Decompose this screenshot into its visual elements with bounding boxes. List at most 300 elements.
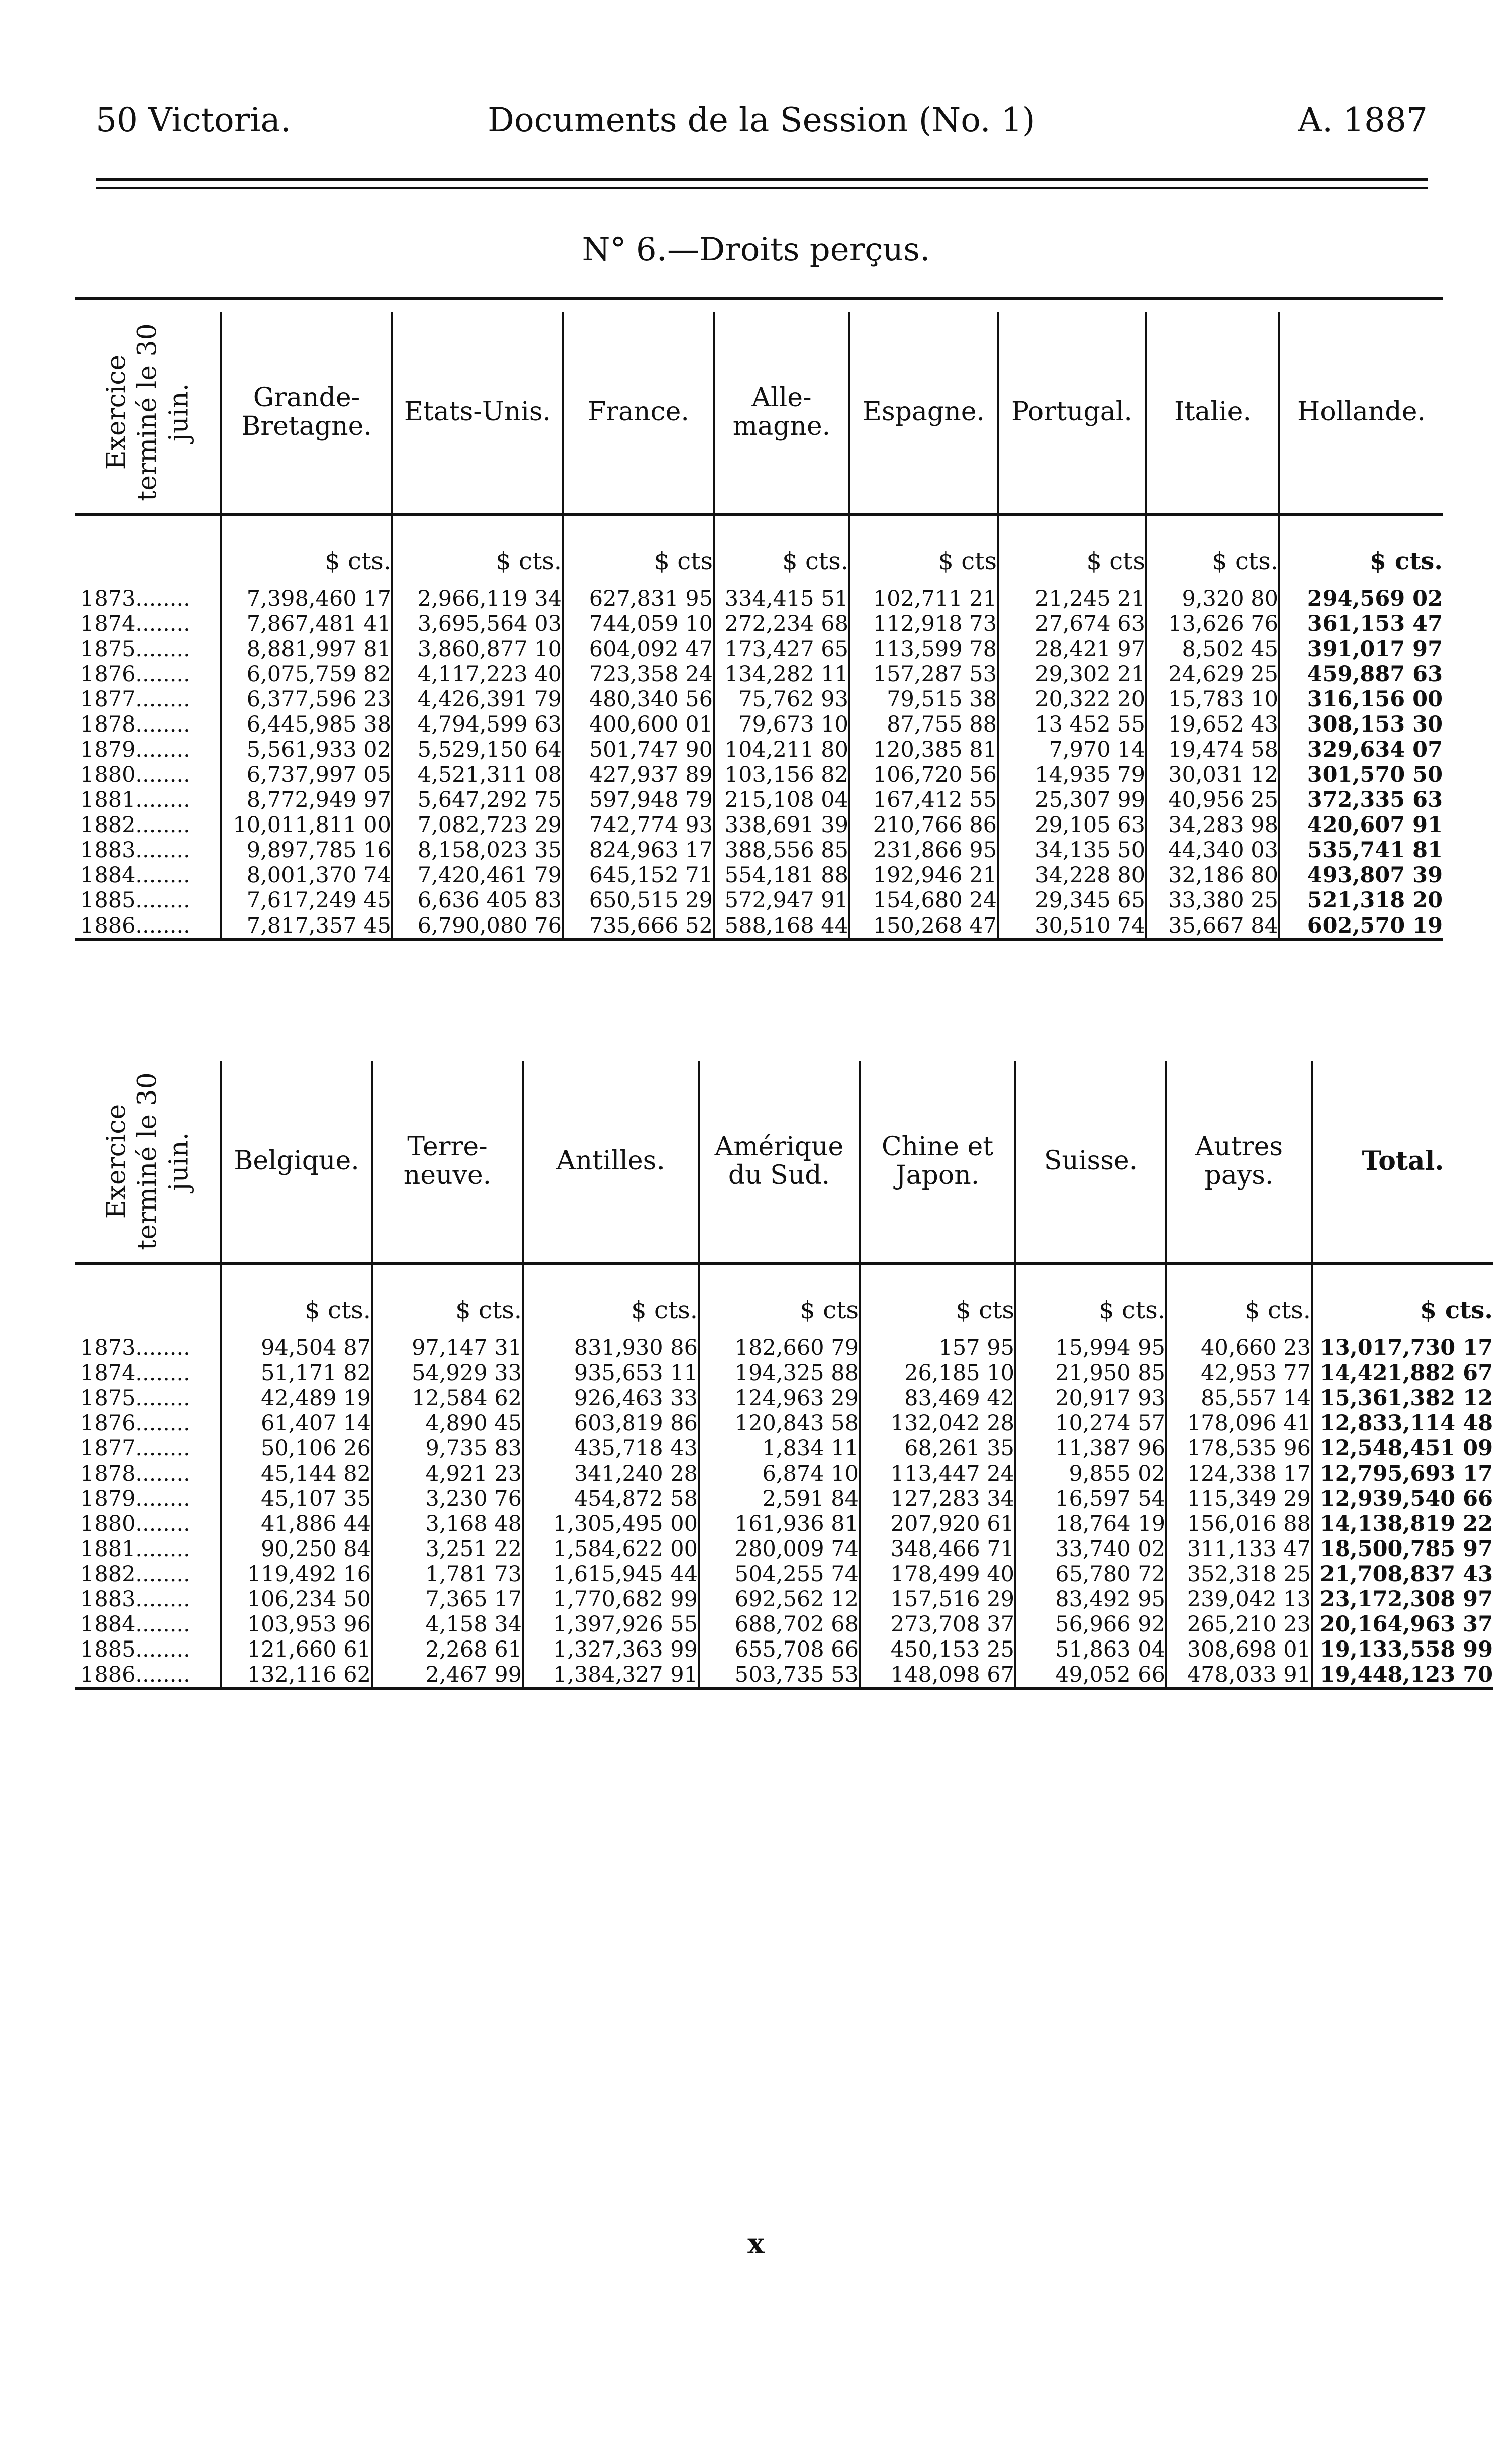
value-cell: 388,556 85 — [714, 838, 849, 863]
value-cell: 94,504 87 — [221, 1335, 372, 1360]
value-cell: 6,075,759 82 — [221, 662, 392, 687]
year-cell: 1873........ — [80, 586, 191, 611]
value-cell: 3,251 22 — [372, 1536, 523, 1562]
value-cell: 10,011,811 00 — [221, 812, 392, 838]
value-cell: 14,421,882 67 — [1312, 1360, 1493, 1386]
table-row — [75, 1360, 1493, 1386]
value-cell: 8,881,997 81 — [221, 636, 392, 662]
value-cell: 521,318 20 — [1279, 888, 1443, 913]
year-cell: 1879........ — [80, 1486, 191, 1511]
value-cell: 338,691 39 — [714, 812, 849, 838]
year-cell: 1884........ — [80, 1612, 191, 1637]
table-row — [75, 888, 1443, 913]
value-cell: 85,557 14 — [1166, 1386, 1312, 1411]
year-column-header: Exercice terminé le 30 juin. — [101, 323, 195, 501]
value-cell: 4,117,223 40 — [392, 662, 563, 687]
header-rule-thick — [96, 178, 1428, 181]
value-cell: 3,168 48 — [372, 1511, 523, 1536]
value-cell: 9,735 83 — [372, 1436, 523, 1461]
value-cell: 51,171 82 — [221, 1360, 372, 1386]
value-cell: 361,153 47 — [1279, 611, 1443, 636]
value-cell: 7,817,357 45 — [221, 913, 392, 940]
value-cell: 13,626 76 — [1146, 611, 1279, 636]
value-cell: 45,144 82 — [221, 1461, 372, 1486]
value-cell: 178,499 40 — [860, 1562, 1015, 1587]
value-cell: 19,448,123 70 — [1312, 1662, 1493, 1689]
value-cell: 28,421 97 — [998, 636, 1146, 662]
value-cell: 19,652 43 — [1146, 712, 1279, 737]
value-cell: 120,385 81 — [849, 737, 998, 762]
value-cell: 51,863 04 — [1015, 1637, 1166, 1662]
col-header-suisse: Suisse. — [1015, 1061, 1166, 1263]
value-cell: 40,956 25 — [1146, 787, 1279, 812]
table-row — [75, 762, 1443, 787]
value-cell: 735,666 52 — [563, 913, 714, 940]
value-cell: 6,737,997 05 — [221, 762, 392, 787]
year-cell: 1886........ — [75, 1662, 221, 1689]
value-cell: 102,711 21 — [849, 586, 998, 611]
value-cell: 239,042 13 — [1166, 1587, 1312, 1612]
year-column-header: Exercice terminé le 30 juin. — [101, 1072, 195, 1250]
value-cell: 8,158,023 35 — [392, 838, 563, 863]
table-row — [75, 1411, 1493, 1436]
value-cell: 5,647,292 75 — [392, 787, 563, 812]
value-cell: 650,515 29 — [563, 888, 714, 913]
unit-label: $ cts — [699, 1285, 860, 1335]
value-cell: 9,320 80 — [1146, 586, 1279, 611]
unit-label: $ cts. — [392, 536, 563, 586]
value-cell: 61,407 14 — [221, 1411, 372, 1436]
unit-label: $ cts. — [1312, 1285, 1493, 1335]
value-cell: 8,001,370 74 — [221, 863, 392, 888]
value-cell: 501,747 90 — [563, 737, 714, 762]
value-cell: 450,153 25 — [860, 1637, 1015, 1662]
value-cell: 935,653 11 — [523, 1360, 699, 1386]
value-cell: 83,492 95 — [1015, 1587, 1166, 1612]
value-cell: 150,268 47 — [849, 913, 998, 940]
value-cell: 372,335 63 — [1279, 787, 1443, 812]
table-row — [75, 838, 1443, 863]
value-cell: 7,365 17 — [372, 1587, 523, 1612]
year-cell: 1876........ — [80, 1411, 191, 1436]
col-header-espagne: Espagne. — [849, 312, 998, 514]
value-cell: 8,772,949 97 — [221, 787, 392, 812]
table-row — [75, 1511, 1493, 1536]
value-cell: 132,042 28 — [860, 1411, 1015, 1436]
table-row — [75, 1662, 1493, 1689]
value-cell: 103,953 96 — [221, 1612, 372, 1637]
value-cell: 10,274 57 — [1015, 1411, 1166, 1436]
value-cell: 167,412 55 — [849, 787, 998, 812]
value-cell: 6,377,596 23 — [221, 687, 392, 712]
table-title: N° 6.—Droits perçus. — [582, 231, 930, 268]
table-row — [75, 1612, 1493, 1637]
running-header — [75, 101, 1433, 161]
value-cell: 597,948 79 — [563, 787, 714, 812]
unit-label: $ cts. — [523, 1285, 699, 1335]
value-cell: 1,384,327 91 — [523, 1662, 699, 1689]
value-cell: 294,569 02 — [1279, 586, 1443, 611]
value-cell: 33,380 25 — [1146, 888, 1279, 913]
value-cell: 572,947 91 — [714, 888, 849, 913]
unit-label: $ cts. — [1166, 1285, 1312, 1335]
value-cell: 692,562 12 — [699, 1587, 860, 1612]
unit-label: $ cts. — [372, 1285, 523, 1335]
value-cell: 134,282 11 — [714, 662, 849, 687]
value-cell: 4,521,311 08 — [392, 762, 563, 787]
value-cell: 14,138,819 22 — [1312, 1511, 1493, 1536]
table-row — [75, 1637, 1493, 1662]
col-header-belgique: Belgique. — [221, 1061, 372, 1263]
value-cell: 21,245 21 — [998, 586, 1146, 611]
value-cell: 210,766 86 — [849, 812, 998, 838]
table2-unit-row — [75, 1285, 1493, 1335]
value-cell: 79,515 38 — [849, 687, 998, 712]
value-cell: 645,152 71 — [563, 863, 714, 888]
value-cell: 11,387 96 — [1015, 1436, 1166, 1461]
value-cell: 7,082,723 29 — [392, 812, 563, 838]
table-row — [75, 863, 1443, 888]
value-cell: 194,325 88 — [699, 1360, 860, 1386]
year-cell: 1877........ — [80, 687, 191, 712]
value-cell: 87,755 88 — [849, 712, 998, 737]
value-cell: 15,994 95 — [1015, 1335, 1166, 1360]
table-row — [75, 737, 1443, 762]
value-cell: 480,340 56 — [563, 687, 714, 712]
value-cell: 352,318 25 — [1166, 1562, 1312, 1587]
col-header-grande-bretagne: Grande-Bretagne. — [221, 312, 392, 514]
year-cell: 1878........ — [80, 712, 191, 737]
value-cell: 90,250 84 — [221, 1536, 372, 1562]
value-cell: 3,695,564 03 — [392, 611, 563, 636]
year-cell: 1874........ — [80, 611, 191, 636]
value-cell: 12,833,114 48 — [1312, 1411, 1493, 1436]
value-cell: 124,338 17 — [1166, 1461, 1312, 1486]
value-cell: 106,720 56 — [849, 762, 998, 787]
table-row — [75, 1436, 1493, 1461]
value-cell: 97,147 31 — [372, 1335, 523, 1360]
value-cell: 42,489 19 — [221, 1386, 372, 1411]
value-cell: 19,474 58 — [1146, 737, 1279, 762]
unit-label: $ cts. — [1279, 536, 1443, 586]
value-cell: 16,597 54 — [1015, 1486, 1166, 1511]
value-cell: 25,307 99 — [998, 787, 1146, 812]
unit-label: $ cts — [849, 536, 998, 586]
value-cell: 824,963 17 — [563, 838, 714, 863]
value-cell: 161,936 81 — [699, 1511, 860, 1536]
table-row — [75, 687, 1443, 712]
value-cell: 40,660 23 — [1166, 1335, 1312, 1360]
col-header-autres-pays: Autres pays. — [1166, 1061, 1312, 1263]
year-cell: 1875........ — [80, 1386, 191, 1411]
table-row — [75, 1486, 1493, 1511]
value-cell: 435,718 43 — [523, 1436, 699, 1461]
value-cell: 124,963 29 — [699, 1386, 860, 1411]
year-cell: 1885........ — [80, 888, 191, 913]
col-header-portugal: Portugal. — [998, 312, 1146, 514]
value-cell: 1,305,495 00 — [523, 1511, 699, 1536]
value-cell: 655,708 66 — [699, 1637, 860, 1662]
unit-label: $ cts. — [221, 536, 392, 586]
value-cell: 316,156 00 — [1279, 687, 1443, 712]
value-cell: 154,680 24 — [849, 888, 998, 913]
value-cell: 9,855 02 — [1015, 1461, 1166, 1486]
value-cell: 9,897,785 16 — [221, 838, 392, 863]
value-cell: 34,283 98 — [1146, 812, 1279, 838]
value-cell: 2,268 61 — [372, 1637, 523, 1662]
value-cell: 20,917 93 — [1015, 1386, 1166, 1411]
value-cell: 334,415 51 — [714, 586, 849, 611]
value-cell: 29,302 21 — [998, 662, 1146, 687]
header-rule-thin — [96, 187, 1428, 189]
year-cell: 1879........ — [80, 737, 191, 762]
value-cell: 8,502 45 — [1146, 636, 1279, 662]
value-cell: 49,052 66 — [1015, 1662, 1166, 1689]
value-cell: 45,107 35 — [221, 1486, 372, 1511]
table-row — [75, 662, 1443, 687]
value-cell: 926,463 33 — [523, 1386, 699, 1411]
value-cell: 688,702 68 — [699, 1612, 860, 1637]
table-row — [75, 611, 1443, 636]
value-cell: 65,780 72 — [1015, 1562, 1166, 1587]
table-row — [75, 913, 1443, 940]
value-cell: 157,516 29 — [860, 1587, 1015, 1612]
value-cell: 44,340 03 — [1146, 838, 1279, 863]
value-cell: 54,929 33 — [372, 1360, 523, 1386]
header-left: 50 Victoria. — [96, 101, 291, 139]
value-cell: 1,397,926 55 — [523, 1612, 699, 1637]
year-cell: 1876........ — [80, 662, 191, 687]
value-cell: 119,492 16 — [221, 1562, 372, 1587]
year-cell: 1881........ — [80, 1536, 191, 1562]
value-cell: 157 95 — [860, 1335, 1015, 1360]
value-cell: 29,345 65 — [998, 888, 1146, 913]
year-cell: 1881........ — [80, 787, 191, 812]
value-cell: 602,570 19 — [1279, 913, 1443, 940]
value-cell: 173,427 65 — [714, 636, 849, 662]
table-row — [75, 1386, 1493, 1411]
value-cell: 29,105 63 — [998, 812, 1146, 838]
value-cell: 1,615,945 44 — [523, 1562, 699, 1587]
unit-label: $ cts — [563, 536, 714, 586]
value-cell: 280,009 74 — [699, 1536, 860, 1562]
value-cell: 427,937 89 — [563, 762, 714, 787]
year-cell: 1884........ — [80, 863, 191, 888]
value-cell: 192,946 21 — [849, 863, 998, 888]
col-header-terre-neuve: Terre-neuve. — [372, 1061, 523, 1263]
value-cell: 15,361,382 12 — [1312, 1386, 1493, 1411]
col-header-italie: Italie. — [1146, 312, 1279, 514]
value-cell: 273,708 37 — [860, 1612, 1015, 1637]
value-cell: 329,634 07 — [1279, 737, 1443, 762]
year-cell: 1878........ — [80, 1461, 191, 1486]
col-header-antilles: Antilles. — [523, 1061, 699, 1263]
header-center: Documents de la Session (No. 1) — [488, 101, 1035, 139]
value-cell: 2,966,119 34 — [392, 586, 563, 611]
value-cell: 15,783 10 — [1146, 687, 1279, 712]
year-cell: 1886........ — [75, 913, 221, 940]
footer-mark: x — [747, 2227, 765, 2260]
duties-table-part-1 — [75, 312, 1443, 941]
value-cell: 30,031 12 — [1146, 762, 1279, 787]
table-row — [75, 1536, 1493, 1562]
value-cell: 115,349 29 — [1166, 1486, 1312, 1511]
value-cell: 56,966 92 — [1015, 1612, 1166, 1637]
value-cell: 207,920 61 — [860, 1511, 1015, 1536]
value-cell: 2,591 84 — [699, 1486, 860, 1511]
value-cell: 504,255 74 — [699, 1562, 860, 1587]
year-cell: 1880........ — [80, 1511, 191, 1536]
value-cell: 723,358 24 — [563, 662, 714, 687]
value-cell: 41,886 44 — [221, 1511, 372, 1536]
col-header-total: Total. — [1312, 1061, 1493, 1263]
table1-body — [75, 586, 1443, 940]
value-cell: 627,831 95 — [563, 586, 714, 611]
value-cell: 132,116 62 — [221, 1662, 372, 1689]
value-cell: 1,781 73 — [372, 1562, 523, 1587]
col-header-etats-unis: Etats-Unis. — [392, 312, 563, 514]
value-cell: 83,469 42 — [860, 1386, 1015, 1411]
table-row — [75, 787, 1443, 812]
value-cell: 13,017,730 17 — [1312, 1335, 1493, 1360]
year-cell: 1885........ — [80, 1637, 191, 1662]
value-cell: 157,287 53 — [849, 662, 998, 687]
duties-table-part-2 — [75, 1061, 1493, 1690]
value-cell: 30,510 74 — [998, 913, 1146, 940]
value-cell: 603,819 86 — [523, 1411, 699, 1436]
value-cell: 308,153 30 — [1279, 712, 1443, 737]
value-cell: 554,181 88 — [714, 863, 849, 888]
value-cell: 400,600 01 — [563, 712, 714, 737]
unit-label: $ cts — [998, 536, 1146, 586]
col-header-hollande: Hollande. — [1279, 312, 1443, 514]
value-cell: 104,211 80 — [714, 737, 849, 762]
value-cell: 4,158 34 — [372, 1612, 523, 1637]
value-cell: 12,939,540 66 — [1312, 1486, 1493, 1511]
year-cell: 1882........ — [80, 812, 191, 838]
year-cell: 1877........ — [80, 1436, 191, 1461]
value-cell: 42,953 77 — [1166, 1360, 1312, 1386]
table-row — [75, 1562, 1493, 1587]
value-cell: 156,016 88 — [1166, 1511, 1312, 1536]
value-cell: 75,762 93 — [714, 687, 849, 712]
value-cell: 4,794,599 63 — [392, 712, 563, 737]
value-cell: 14,935 79 — [998, 762, 1146, 787]
unit-label: $ cts. — [714, 536, 849, 586]
value-cell: 7,970 14 — [998, 737, 1146, 762]
value-cell: 182,660 79 — [699, 1335, 860, 1360]
table1-header-row — [75, 312, 1443, 514]
year-cell: 1882........ — [80, 1562, 191, 1587]
value-cell: 493,807 39 — [1279, 863, 1443, 888]
value-cell: 7,867,481 41 — [221, 611, 392, 636]
value-cell: 24,629 25 — [1146, 662, 1279, 687]
value-cell: 4,890 45 — [372, 1411, 523, 1436]
unit-label: $ cts. — [221, 1285, 372, 1335]
value-cell: 6,445,985 38 — [221, 712, 392, 737]
value-cell: 13 452 55 — [998, 712, 1146, 737]
value-cell: 33,740 02 — [1015, 1536, 1166, 1562]
value-cell: 272,234 68 — [714, 611, 849, 636]
table2-body — [75, 1335, 1493, 1689]
value-cell: 35,667 84 — [1146, 913, 1279, 940]
value-cell: 391,017 97 — [1279, 636, 1443, 662]
value-cell: 744,059 10 — [563, 611, 714, 636]
value-cell: 503,735 53 — [699, 1662, 860, 1689]
value-cell: 6,636 405 83 — [392, 888, 563, 913]
value-cell: 121,660 61 — [221, 1637, 372, 1662]
table-row — [75, 1587, 1493, 1612]
value-cell: 26,185 10 — [860, 1360, 1015, 1386]
value-cell: 831,930 86 — [523, 1335, 699, 1360]
year-cell: 1883........ — [80, 1587, 191, 1612]
value-cell: 27,674 63 — [998, 611, 1146, 636]
value-cell: 7,617,249 45 — [221, 888, 392, 913]
value-cell: 215,108 04 — [714, 787, 849, 812]
year-cell: 1874........ — [80, 1360, 191, 1386]
value-cell: 18,500,785 97 — [1312, 1536, 1493, 1562]
value-cell: 21,950 85 — [1015, 1360, 1166, 1386]
value-cell: 7,398,460 17 — [221, 586, 392, 611]
value-cell: 231,866 95 — [849, 838, 998, 863]
value-cell: 348,466 71 — [860, 1536, 1015, 1562]
value-cell: 604,092 47 — [563, 636, 714, 662]
header-right: A. 1887 — [1298, 101, 1428, 139]
value-cell: 34,135 50 — [998, 838, 1146, 863]
value-cell: 103,156 82 — [714, 762, 849, 787]
value-cell: 4,426,391 79 — [392, 687, 563, 712]
value-cell: 178,096 41 — [1166, 1411, 1312, 1436]
value-cell: 7,420,461 79 — [392, 863, 563, 888]
value-cell: 5,529,150 64 — [392, 737, 563, 762]
value-cell: 1,327,363 99 — [523, 1637, 699, 1662]
table-row — [75, 586, 1443, 611]
value-cell: 113,599 78 — [849, 636, 998, 662]
value-cell: 12,548,451 09 — [1312, 1436, 1493, 1461]
col-header-allemagne: Alle-magne. — [714, 312, 849, 514]
table2-header-row — [75, 1061, 1493, 1263]
value-cell: 311,133 47 — [1166, 1536, 1312, 1562]
value-cell: 68,261 35 — [860, 1436, 1015, 1461]
unit-label: $ cts. — [1015, 1285, 1166, 1335]
value-cell: 106,234 50 — [221, 1587, 372, 1612]
value-cell: 6,790,080 76 — [392, 913, 563, 940]
value-cell: 6,874 10 — [699, 1461, 860, 1486]
value-cell: 19,133,558 99 — [1312, 1637, 1493, 1662]
value-cell: 4,921 23 — [372, 1461, 523, 1486]
table1-header-rule — [75, 514, 1443, 536]
table-row — [75, 1335, 1493, 1360]
year-cell: 1873........ — [80, 1335, 191, 1360]
value-cell: 50,106 26 — [221, 1436, 372, 1461]
value-cell: 23,172,308 97 — [1312, 1587, 1493, 1612]
value-cell: 535,741 81 — [1279, 838, 1443, 863]
col-header-amerique-du-sud: Amérique du Sud. — [699, 1061, 860, 1263]
value-cell: 301,570 50 — [1279, 762, 1443, 787]
value-cell: 459,887 63 — [1279, 662, 1443, 687]
value-cell: 308,698 01 — [1166, 1637, 1312, 1662]
year-cell: 1880........ — [80, 762, 191, 787]
value-cell: 454,872 58 — [523, 1486, 699, 1511]
col-header-chine-et-japon: Chine et Japon. — [860, 1061, 1015, 1263]
value-cell: 18,764 19 — [1015, 1511, 1166, 1536]
value-cell: 5,561,933 02 — [221, 737, 392, 762]
value-cell: 265,210 23 — [1166, 1612, 1312, 1637]
value-cell: 12,795,693 17 — [1312, 1461, 1493, 1486]
table2-header-rule — [75, 1263, 1493, 1285]
value-cell: 1,834 11 — [699, 1436, 860, 1461]
value-cell: 120,843 58 — [699, 1411, 860, 1436]
